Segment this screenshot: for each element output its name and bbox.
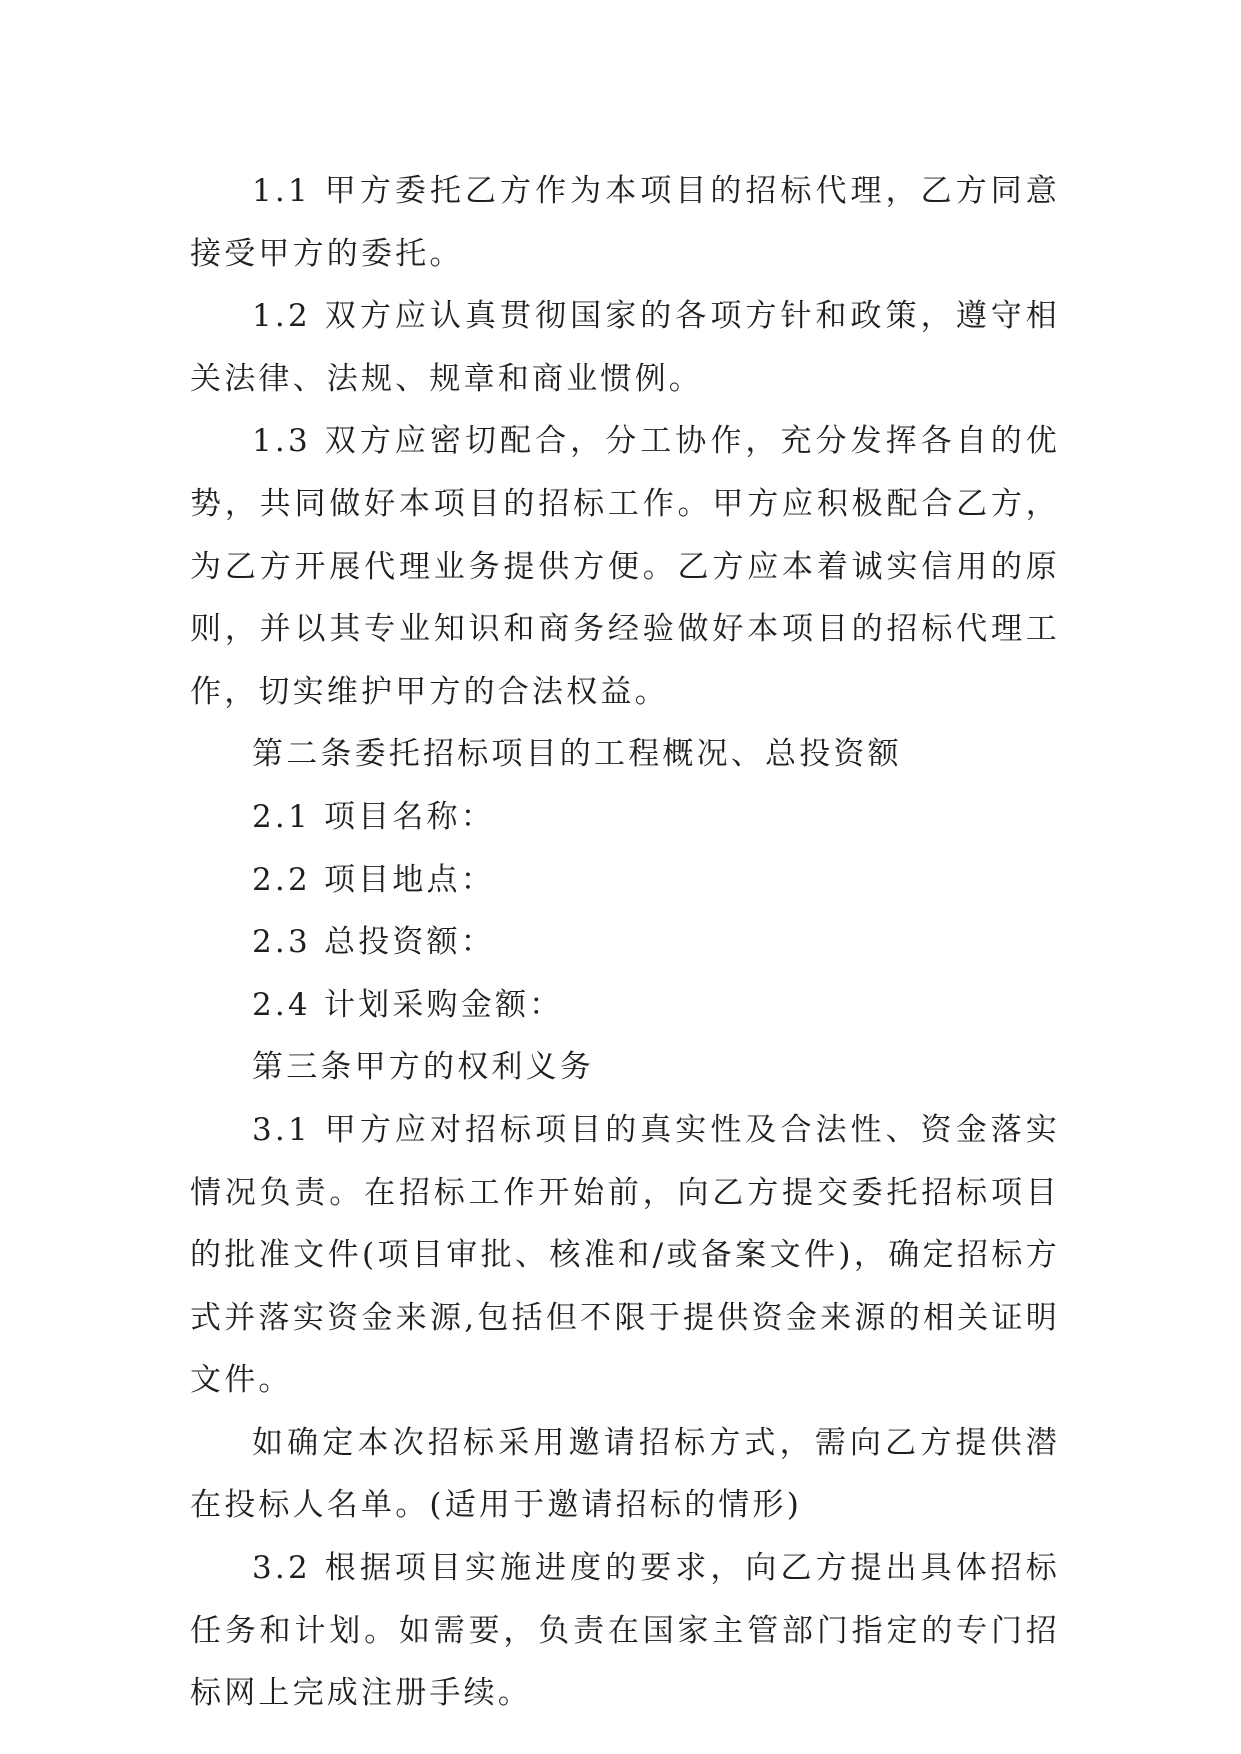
clause-1-3: 1.3 双方应密切配合，分工协作，充分发挥各自的优势，共同做好本项目的招标工作。甲方应积极配合乙方，为乙方开展代理业务提供方便。乙方应本着诚实信用的原则，并以其专业知识和商务经验做好本项目的招标代理工作，切实维护甲方的合法权益。 [190,423,1060,710]
clause-3-2: 3.2 根据项目实施进度的要求，向乙方提出具体招标任务和计划。如需要，负责在国家主管部门指定的专门招标网上完成注册手续。 [190,1550,1060,1712]
clause-2-3: 2.3 总投资额： [252,924,495,961]
clause-2-2: 2.2 项目地点： [252,861,495,898]
article-3-heading: 第三条甲方的权利义务 [252,1049,594,1086]
clause-2-1: 2.1 项目名称： [252,798,495,835]
clause-3-1-note: 如确定本次招标采用邀请招标方式，需向乙方提供潜在投标人名单。(适用于邀请招标的情形) [190,1424,1060,1524]
clause-1-2: 1.2 双方应认真贯彻国家的各项方针和政策，遵守相关法律、法规、规章和商业惯例。 [190,298,1060,397]
clause-2-4: 2.4 计划采购金额： [252,986,564,1023]
clause-3-1: 3.1 甲方应对招标项目的真实性及合法性、资金落实情况负责。在招标工作开始前，向乙方提交委托招标项目的批准文件(项目审批、核准和/或备案文件)，确定招标方式并落实资金来源,包括但不限于提供资金来源的相关证明文件。 [190,1111,1060,1399]
clause-1-1: 1.1 甲方委托乙方作为本项目的招标代理，乙方同意接受甲方的委托。 [190,173,1060,272]
document-body [190,160,1060,1725]
article-2-heading: 第二条委托招标项目的工程概况、总投资额 [252,736,902,773]
